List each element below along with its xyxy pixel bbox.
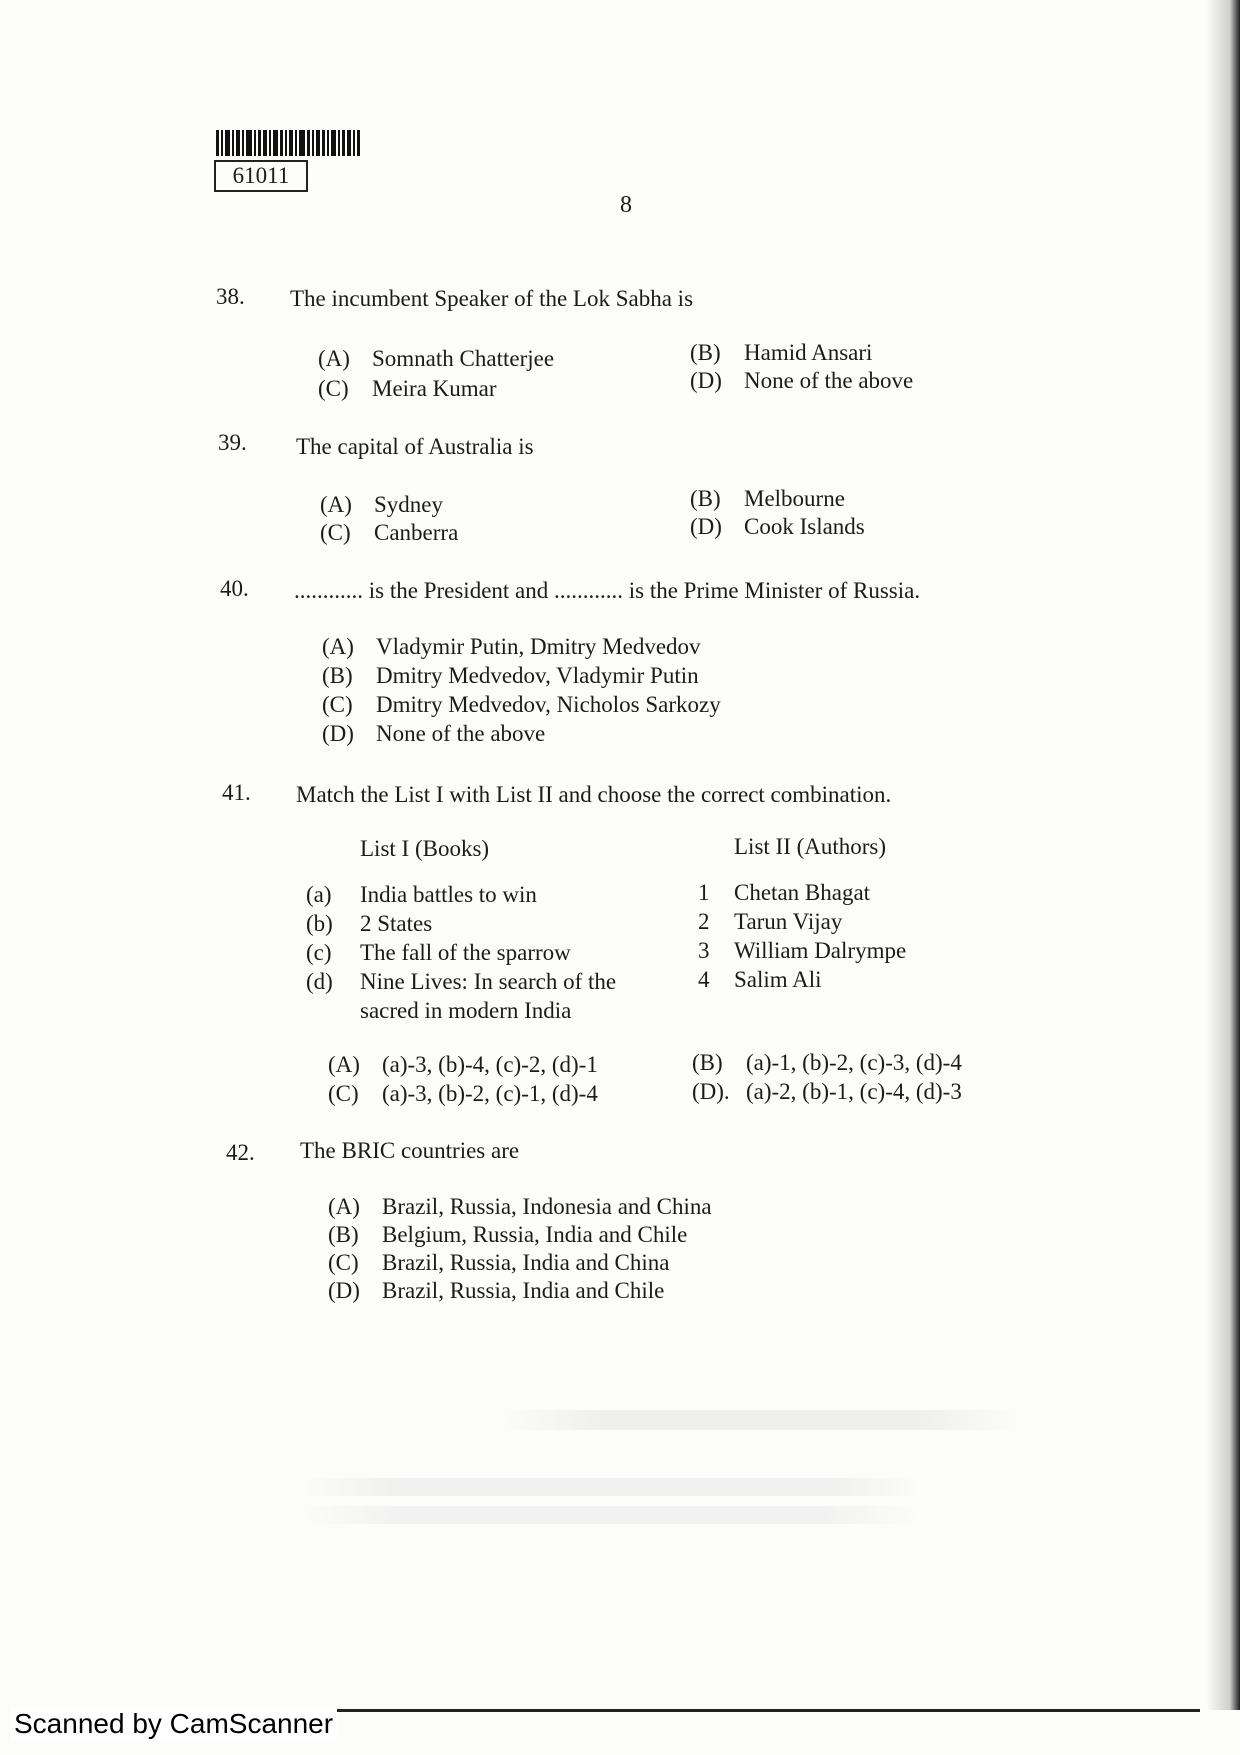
list1-item — [306, 911, 432, 937]
question-number: 42. — [226, 1140, 255, 1165]
list1-item — [306, 969, 616, 995]
option-text: Dmitry Medvedov, Vladymir Putin — [376, 663, 699, 688]
option-letter: (D) — [690, 514, 722, 539]
option-a — [328, 1052, 598, 1078]
question-number: 38. — [216, 284, 245, 309]
option-b — [328, 1222, 687, 1248]
bleed-through-line — [300, 1478, 920, 1496]
list1-text: Nine Lives: In search of the — [360, 969, 617, 994]
option-a — [322, 634, 701, 660]
option-text: Hamid Ansari — [744, 340, 873, 365]
option-d — [328, 1278, 664, 1304]
option-letter: (A) — [318, 346, 350, 371]
list2-text: Salim Ali — [734, 967, 822, 992]
option-text: Brazil, Russia, Indonesia and China — [382, 1194, 712, 1219]
option-text: Vladymir Putin, Dmitry Medvedov — [376, 634, 701, 659]
option-text: Belgium, Russia, India and Chile — [382, 1222, 688, 1247]
list1-letter: (b) — [306, 911, 333, 936]
barcode — [216, 130, 376, 156]
question-text: The incumbent Speaker of the Lok Sabha is — [290, 286, 694, 311]
list1-text: The fall of the sparrow — [360, 940, 571, 965]
option-c — [328, 1081, 598, 1107]
question-number: 41. — [222, 780, 251, 805]
option-text: Sydney — [374, 492, 443, 517]
option-b — [692, 1050, 962, 1076]
question-text: ............ is the President and ............ is the Prime Minister of Russia. — [294, 578, 921, 603]
option-letter: (C) — [318, 376, 349, 401]
question-text: The BRIC countries are — [300, 1138, 520, 1163]
option-text: Meira Kumar — [372, 376, 497, 401]
option-a — [320, 492, 443, 518]
list2-item — [698, 909, 842, 935]
list2-number: 4 — [698, 967, 710, 992]
scanner-watermark: Scanned by CamScanner — [10, 1708, 337, 1740]
question-number: 39. — [218, 430, 247, 455]
option-c — [322, 692, 721, 718]
bleed-through-line — [500, 1410, 1020, 1430]
option-letter: (B) — [322, 663, 353, 688]
option-letter: (B) — [690, 340, 721, 365]
question-text: Match the List I with List II and choose the correct combination. — [296, 782, 892, 807]
option-text: None of the above — [376, 721, 546, 746]
option-text: (a)-3, (b)-4, (c)-2, (d)-1 — [382, 1052, 598, 1077]
option-d — [690, 514, 865, 540]
bleed-through-line — [300, 1506, 920, 1524]
option-letter: (A) — [320, 492, 352, 517]
option-text: Cook Islands — [744, 514, 865, 539]
option-letter: (D) — [690, 368, 722, 393]
option-letter: (B) — [692, 1050, 723, 1075]
option-letter: (A) — [328, 1052, 360, 1077]
list2-header: List II (Authors) — [734, 834, 887, 859]
list2-text: Tarun Vijay — [734, 909, 843, 934]
option-text: (a)-3, (b)-2, (c)-1, (d)-4 — [382, 1081, 598, 1106]
list1-letter: (a) — [306, 882, 332, 907]
option-letter: (B) — [328, 1222, 359, 1247]
option-text: (a)-1, (b)-2, (c)-3, (d)-4 — [746, 1050, 962, 1075]
list2-item — [698, 938, 906, 964]
option-letter: (C) — [328, 1081, 359, 1106]
option-b — [322, 663, 699, 689]
list1-letter: (c) — [306, 940, 332, 965]
list2-text: Chetan Bhagat — [734, 880, 871, 905]
option-c — [320, 520, 458, 546]
option-letter: (C) — [320, 520, 351, 545]
question-number: 40. — [220, 576, 249, 601]
list1-text-continued: sacred in modern India — [360, 998, 572, 1023]
footer-rule — [330, 1709, 1200, 1712]
list1-item — [306, 882, 537, 908]
list2-item — [698, 967, 822, 993]
option-letter: (D). — [692, 1079, 730, 1104]
option-d — [690, 368, 913, 394]
option-text: Dmitry Medvedov, Nicholos Sarkozy — [376, 692, 721, 717]
option-a — [328, 1194, 712, 1220]
list1-text: India battles to win — [360, 882, 537, 907]
option-letter: (C) — [328, 1250, 359, 1275]
option-a — [318, 346, 554, 372]
list2-number: 1 — [698, 880, 710, 905]
option-letter: (A) — [322, 634, 354, 659]
option-text: Brazil, Russia, India and China — [382, 1250, 670, 1275]
list2-number: 2 — [698, 909, 710, 934]
list2-text: William Dalrympe — [734, 938, 907, 963]
question-text: The capital of Australia is — [296, 434, 534, 459]
option-text: Melbourne — [744, 486, 845, 511]
option-letter: (C) — [322, 692, 353, 717]
option-d — [322, 721, 545, 747]
paper-code: 61011 — [214, 160, 308, 192]
list2-number: 3 — [698, 938, 710, 963]
option-letter: (B) — [690, 486, 721, 511]
page-number: 8 — [620, 192, 632, 218]
option-b — [690, 340, 872, 366]
list1-header: List I (Books) — [360, 836, 490, 861]
option-text: Somnath Chatterjee — [372, 346, 555, 371]
list1-text: 2 States — [360, 911, 433, 936]
option-c — [318, 376, 497, 402]
option-letter: (D) — [322, 721, 354, 746]
option-text: Brazil, Russia, India and Chile — [382, 1278, 665, 1303]
option-b — [690, 486, 845, 512]
option-c — [328, 1250, 669, 1276]
list2-item — [698, 880, 870, 906]
option-letter: (A) — [328, 1194, 360, 1219]
option-text: Canberra — [374, 520, 459, 545]
list1-item — [306, 940, 571, 966]
option-letter: (D) — [328, 1278, 360, 1303]
option-d — [692, 1079, 962, 1105]
list1-letter: (d) — [306, 969, 333, 994]
option-text: None of the above — [744, 368, 914, 393]
option-text: (a)-2, (b)-1, (c)-4, (d)-3 — [746, 1079, 962, 1104]
